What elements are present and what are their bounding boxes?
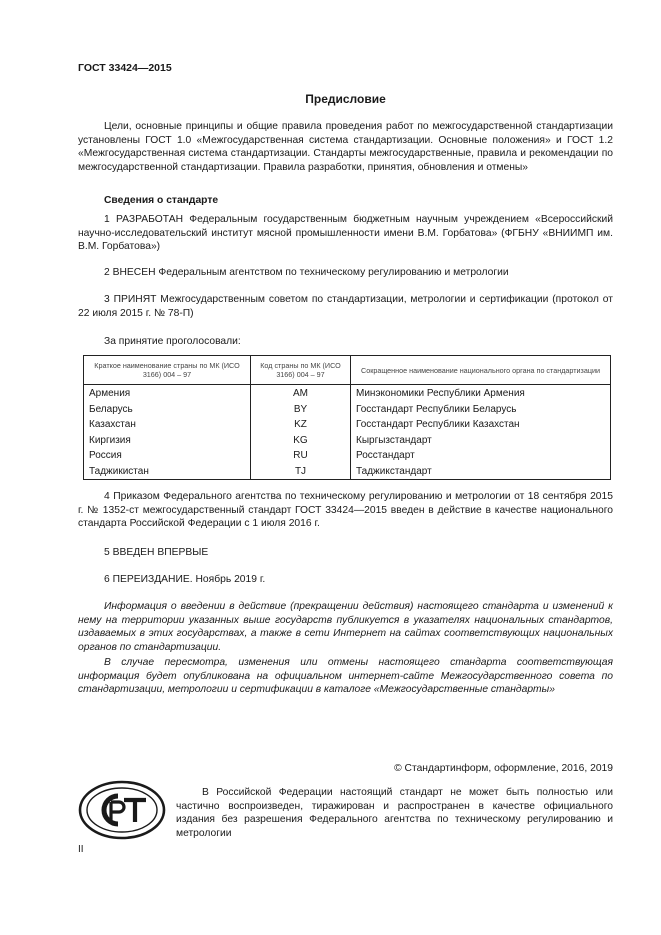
item-5-text: 5 ВВЕДЕН ВПЕРВЫЕ: [104, 547, 209, 558]
page-title: Предисловие: [305, 92, 386, 106]
table-row: [84, 417, 611, 433]
item-4-text: 4 Приказом Федерального агентства по техническому регулированию и метрологии от 18 сентября 2015 г. № 1352-ст межгосударственный стандарт ГОСТ 33424—2015 введен в действие в качестве национального стандарта Российской Федерации с 1 июля 2016 г.: [78, 491, 613, 529]
cell-body: Минэкономики Республики Армения: [351, 385, 611, 402]
item-2: [78, 266, 613, 280]
table-row: [84, 385, 611, 402]
item-6-text: 6 ПЕРЕИЗДАНИЕ. Ноябрь 2019 г.: [104, 574, 266, 585]
item-3: [78, 293, 613, 320]
table-row: [84, 433, 611, 449]
table-row: [84, 402, 611, 418]
notice-paragraph-1: [78, 600, 613, 654]
cell-code: TJ: [251, 464, 351, 480]
header-code: Код страны по МК (ИСО 3166) 004 – 97: [251, 356, 351, 385]
notice-2-text: В случае пересмотра, изменения или отмены настоящего стандарта соответствующая информация будет опубликована на официальном интернет-сайте Межгосударственного совета по стандартизации, метрологии и сертификации в каталоге «Межгосударственные стандарты»: [78, 657, 613, 695]
cell-country: Казахстан: [84, 417, 251, 433]
item-1: [78, 213, 613, 254]
page-number: II: [78, 844, 84, 855]
voted-label: [78, 335, 613, 349]
cell-country: Армения: [84, 385, 251, 402]
notice-paragraph-2: [78, 656, 613, 697]
cell-body: Госстандарт Республики Беларусь: [351, 402, 611, 418]
cell-code: BY: [251, 402, 351, 418]
table-row: [84, 448, 611, 464]
item-2-text: 2 ВНЕСЕН Федеральным агентством по техническому регулированию и метрологии: [104, 267, 509, 278]
table-row: [84, 464, 611, 480]
cell-country: Киргизия: [84, 433, 251, 449]
cell-body: Госстандарт Республики Казахстан: [351, 417, 611, 433]
item-6: [78, 573, 613, 587]
voted-text: За принятие проголосовали:: [104, 336, 241, 347]
intro-text: Цели, основные принципы и общие правила проведения работ по межгосударственной стандартизации установлены ГОСТ 1.0 «Межгосударственная система стандартизации. Основные положения» и ГОСТ 1.2 «Межгосударственная система стандартизации. Стандарты межгосударственные, правила и рекомендации по межгосударственной стандартизации. Правила разработки, принятия, обновления и отмены»: [78, 121, 613, 173]
cell-body: Таджикстандарт: [351, 464, 611, 480]
document-header: ГОСТ 33424—2015: [78, 62, 172, 74]
header-body: Сокращенное наименование национального органа по стандартизации: [351, 356, 611, 385]
item-1-text: 1 РАЗРАБОТАН Федеральным государственным бюджетным научным учреждением «Всероссийский научно-исследовательский институт мясной промышленности имени В.М. Горбатова» (ФГБНУ «ВНИИМП им. В.М. Горбатова»): [78, 214, 613, 252]
item-5: [78, 546, 613, 560]
about-heading-block: [78, 194, 613, 208]
cell-country: Россия: [84, 448, 251, 464]
cell-code: KG: [251, 433, 351, 449]
cell-body: Росстандарт: [351, 448, 611, 464]
cell-country: Беларусь: [84, 402, 251, 418]
table-header-row: [84, 356, 611, 385]
rights-notice: [176, 786, 613, 840]
cell-body: Кыргызстандарт: [351, 433, 611, 449]
notice-1-text: Информация о введении в действие (прекращении действия) настоящего стандарта и изменений к нему на территории указанных выше государств публикуется в указателях национальных стандартов, издаваемых в этих государствах, а также в сети Интернет на сайтах соответствующих национальных органов по стандартизации.: [78, 601, 613, 653]
about-heading: Сведения о стандарте: [104, 195, 219, 206]
item-4: [78, 490, 613, 531]
rst-logo: [78, 780, 166, 845]
cell-code: RU: [251, 448, 351, 464]
cell-country: Таджикистан: [84, 464, 251, 480]
rights-text: В Российской Федерации настоящий стандарт не может быть полностью или частично воспроизведен, тиражирован и распространен в качестве официального издания без разрешения Федерального агентства по техническому регулированию и метрологии: [176, 787, 613, 839]
copyright-line: © Стандартинформ, оформление, 2016, 2019: [394, 763, 613, 774]
cell-code: AM: [251, 385, 351, 402]
rst-logo-icon: [78, 780, 166, 840]
header-country: Краткое наименование страны по МК (ИСО 3166) 004 – 97: [84, 356, 251, 385]
item-3-text: 3 ПРИНЯТ Межгосударственным советом по стандартизации, метрологии и сертификации (протокол от 22 июля 2015 г. № 78-П): [78, 294, 613, 319]
cell-code: KZ: [251, 417, 351, 433]
voting-table: [83, 355, 611, 480]
intro-paragraph: [78, 120, 613, 174]
